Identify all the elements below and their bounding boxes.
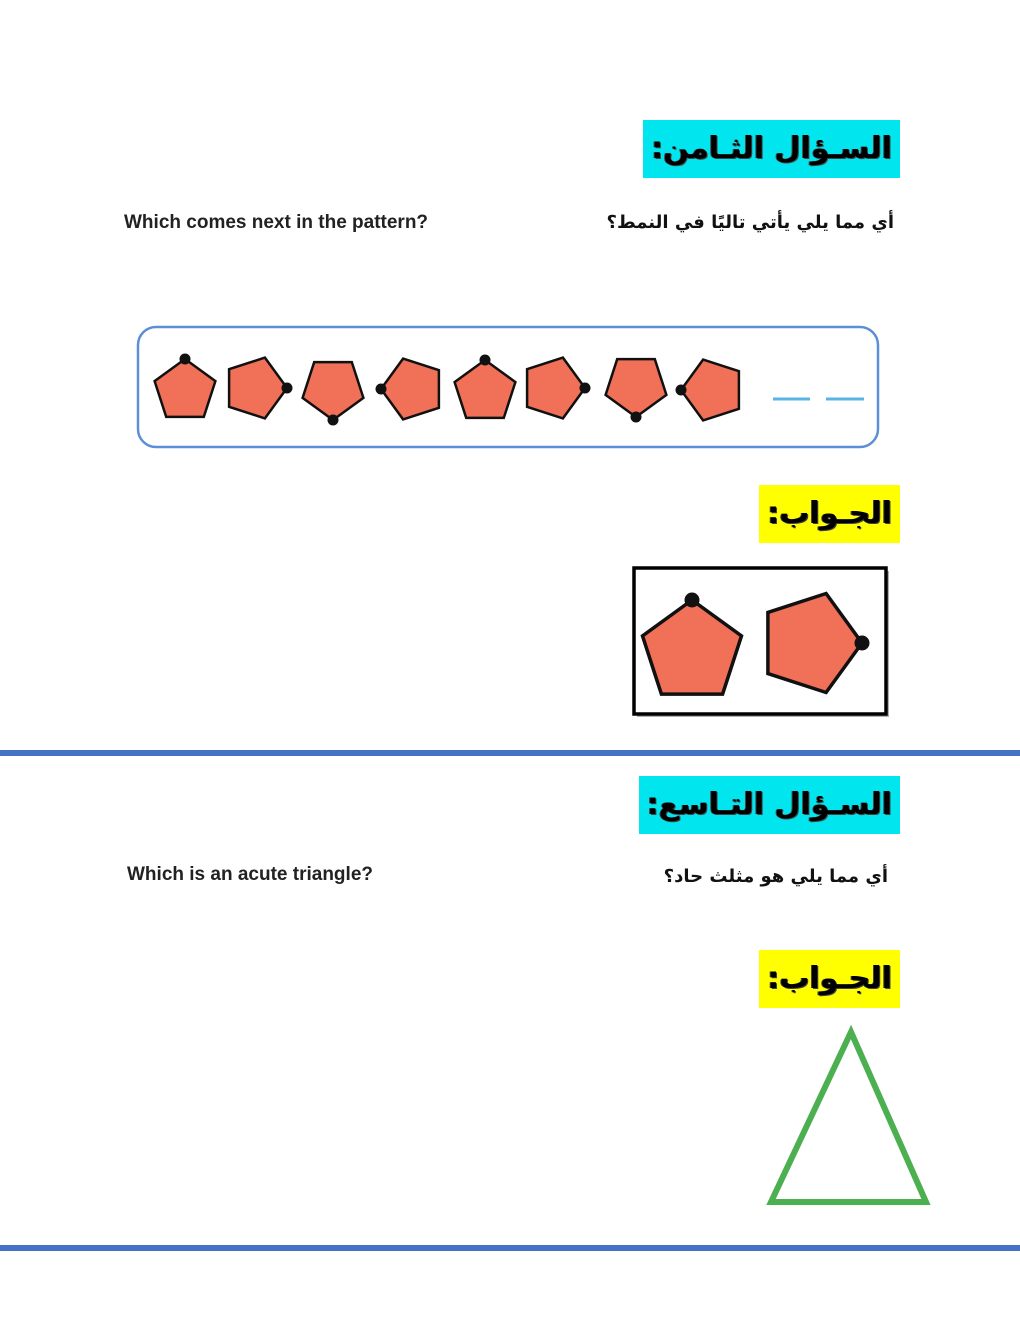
question-8-text-ar: أي مما يلي يأتي تاليًا في النمط؟ [606,212,894,233]
section-divider-2 [0,1245,1020,1251]
question-8-answer-heading: الجـواب: [759,485,900,543]
question-9-answer-heading: الجـواب: [759,950,900,1008]
question-9-heading: السـؤال التـاسع: [639,776,900,834]
question-8-heading: السـؤال الثـامن: [643,120,900,178]
acute-triangle [771,1032,926,1202]
question-8-text-en: Which comes next in the pattern? [124,212,429,233]
question-9-text-en: Which is an acute triangle? [127,864,373,885]
question-9-text-ar: أي مما يلي هو مثلث حاد؟ [663,866,888,887]
